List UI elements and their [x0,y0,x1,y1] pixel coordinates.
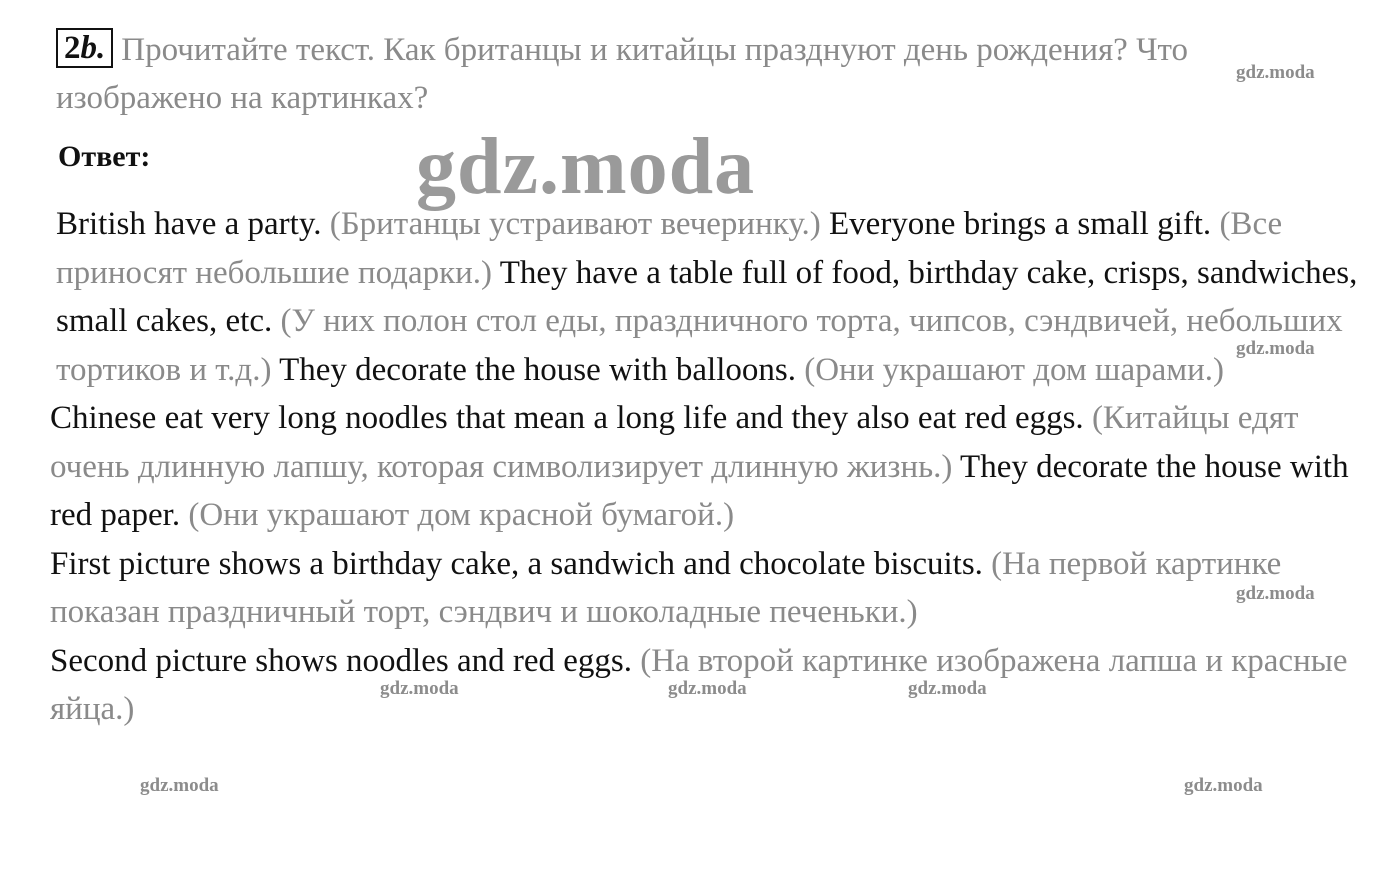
paragraph-first-picture [50,540,1360,637]
task-number-badge [56,28,113,68]
watermark-small: gdz.moda [1236,583,1315,604]
text-segment: British have a party. [56,206,330,242]
text-segment: They decorate the house with balloons. [279,351,805,388]
paragraph-british [50,200,1360,394]
watermark-small: gdz.moda [1184,775,1263,796]
translation-segment: (Британцы устраивают вечеринку.) [329,206,830,242]
translation-segment: (Китайцы едят очень длинную лапшу, которая символизирует длинную жизнь.) [50,400,1299,485]
watermark-small: gdz.moda [140,775,219,796]
task-header [56,26,1356,122]
translation-segment: (Все приносят небольшие подарки.) [56,206,1283,291]
translation-segment: (На первой картинке показан праздничный торт, сэндвич и шоколадные печеньки.) [50,545,1282,630]
text-segment: Second picture shows noodles and red eggs. [50,642,641,679]
paragraph-chinese [50,394,1360,540]
text-segment: They have a table full of food, birthday cake, crisps, sandwiches, small cakes, etc. [56,254,1358,339]
text-segment: They decorate the house with red paper. [50,448,1349,533]
watermark-small: gdz.moda [1236,338,1315,359]
translation-segment: (Они украшают дом шарами.) [804,351,1225,388]
watermark-small: gdz.moda [668,678,747,699]
translation-segment: (На второй картинке изображена лапша и красные яйца.) [50,642,1348,727]
watermark-small: gdz.moda [1236,62,1315,83]
task-letter: b. [80,30,106,66]
task-number: 2 [64,30,81,66]
text-segment: First picture shows a birthday cake, a sandwich and chocolate biscuits. [50,545,992,582]
watermark-small: gdz.moda [380,678,459,699]
paragraph-second-picture [50,637,1360,734]
answer-text [50,200,1360,734]
watermark-small: gdz.moda [908,678,987,699]
text-segment: Chinese eat very long noodles that mean a long life and they also eat red eggs. [50,400,1092,436]
watermark-logo: gdz.moda [416,123,756,211]
task-prompt: Прочитайте текст. Как британцы и китайцы празднуют день рождения? Что изображено на картинках? [56,32,1189,116]
translation-segment: (Они украшают дом красной бумагой.) [188,497,735,533]
text-segment: Everyone brings a small gift. [829,206,1220,242]
answer-label: Ответ: [58,140,151,173]
translation-segment: (У них полон стол еды, праздничного торта, чипсов, сэндвичей, небольших тортиков и т.д.) [56,303,1343,388]
